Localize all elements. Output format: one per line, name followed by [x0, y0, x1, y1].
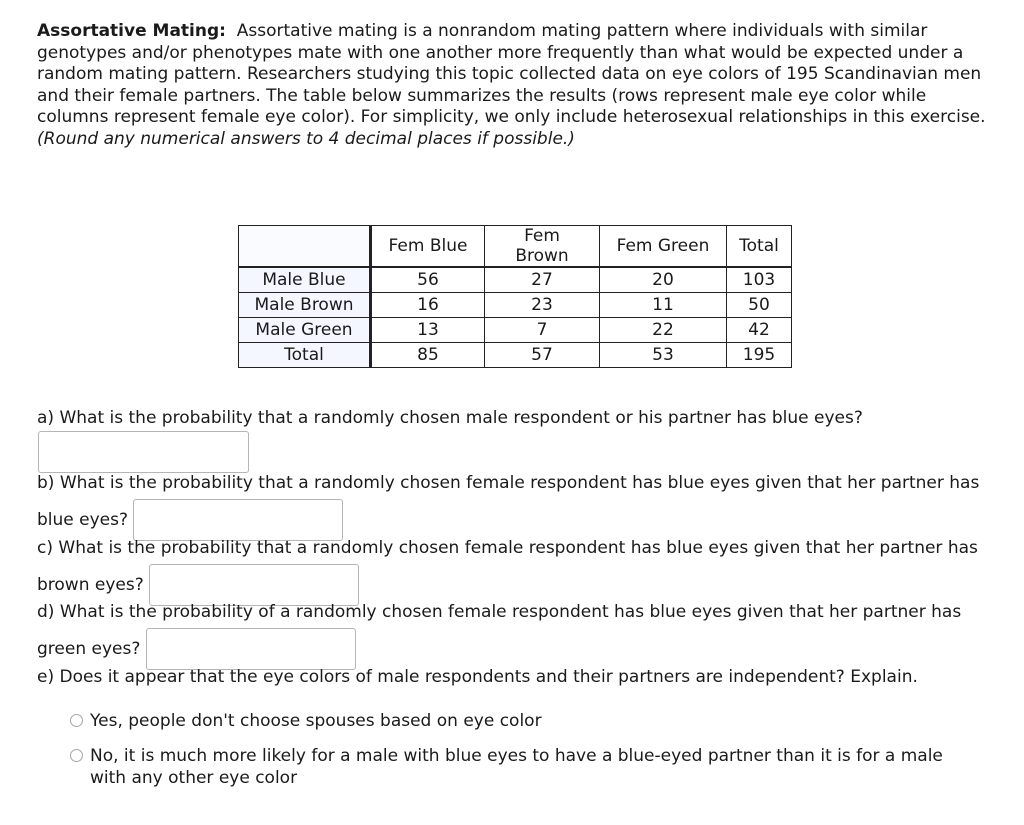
- table-cell: 23: [485, 293, 600, 318]
- question-b-line1: b) What is the probability that a randomly chosen female respondent has blue eyes given that her partner has: [37, 473, 980, 493]
- question-b: [37, 467, 987, 541]
- question-d: [37, 596, 987, 670]
- question-d-line1: d) What is the probability of a randomly chosen female respondent has blue eyes given that her partner has: [37, 602, 962, 622]
- choice-no-label: No, it is much more likely for a male with blue eyes to have a blue-eyed partner than it is for a male with any other eye color: [90, 746, 943, 788]
- table-cell: 53: [600, 343, 727, 368]
- radio-yes[interactable]: [70, 714, 83, 727]
- table-header-cell: Fem Blue: [371, 226, 485, 268]
- row-label: Total: [239, 343, 371, 368]
- eye-color-table: [238, 225, 792, 368]
- question-e: e) Does it appear that the eye colors of male respondents and their partners are independent? Explain.: [37, 667, 918, 687]
- row-label: Male Brown: [239, 293, 371, 318]
- table-cell: 57: [485, 343, 600, 368]
- question-c-line2: brown eyes?: [37, 575, 144, 595]
- question-c: [37, 532, 987, 606]
- table-cell: 16: [371, 293, 485, 318]
- table-cell: 20: [600, 267, 727, 293]
- table-cell: 195: [727, 343, 792, 368]
- row-label: Male Green: [239, 318, 371, 343]
- table-cell: 11: [600, 293, 727, 318]
- table-header-row: [239, 226, 792, 268]
- rounding-note: (Round any numerical answers to 4 decimal places if possible.): [37, 128, 575, 149]
- table-cell: 103: [727, 267, 792, 293]
- table-cell: 50: [727, 293, 792, 318]
- radio-no[interactable]: [70, 749, 83, 762]
- table-cell: 13: [371, 318, 485, 343]
- question-c-line1: c) What is the probability that a randomly chosen female respondent has blue eyes given that her partner has: [37, 538, 978, 558]
- row-label: Male Blue: [239, 267, 371, 293]
- table-row: [239, 267, 792, 293]
- table-header-cell: Total: [727, 226, 792, 268]
- table-row: [239, 318, 792, 343]
- problem-intro: [37, 21, 987, 151]
- question-d-line2: green eyes?: [37, 639, 141, 659]
- table-header-cell: Fem Green: [600, 226, 727, 268]
- table-header-cell: Fem Brown: [485, 226, 600, 268]
- table-cell: 22: [600, 318, 727, 343]
- table-corner-cell: [239, 226, 371, 268]
- question-a: a) What is the probability that a randomly chosen male respondent or his partner has blue eyes?: [37, 408, 863, 428]
- question-b-line2: blue eyes?: [37, 510, 129, 530]
- problem-heading: Assortative Mating:: [37, 21, 226, 41]
- table-row: [239, 343, 792, 368]
- table-row: [239, 293, 792, 318]
- table-cell: 85: [371, 343, 485, 368]
- table-cell: 56: [371, 267, 485, 293]
- table-cell: 7: [485, 318, 600, 343]
- choice-yes-label: Yes, people don't choose spouses based on eye color: [90, 711, 542, 731]
- table-cell: 27: [485, 267, 600, 293]
- table-cell: 42: [727, 318, 792, 343]
- problem-text: Assortative mating is a nonrandom mating pattern where individuals with similar genotypes and/or phenotypes mate with one another more frequently than what would be expected under a random mating pattern. Researchers studying this topic collected data on eye colors of 195 Scandinavian men and their female partners. The table below summarizes the results (rows represent male eye color while columns represent female eye color). For simplicity, we only include heterosexual relationships in this exercise.: [37, 21, 986, 128]
